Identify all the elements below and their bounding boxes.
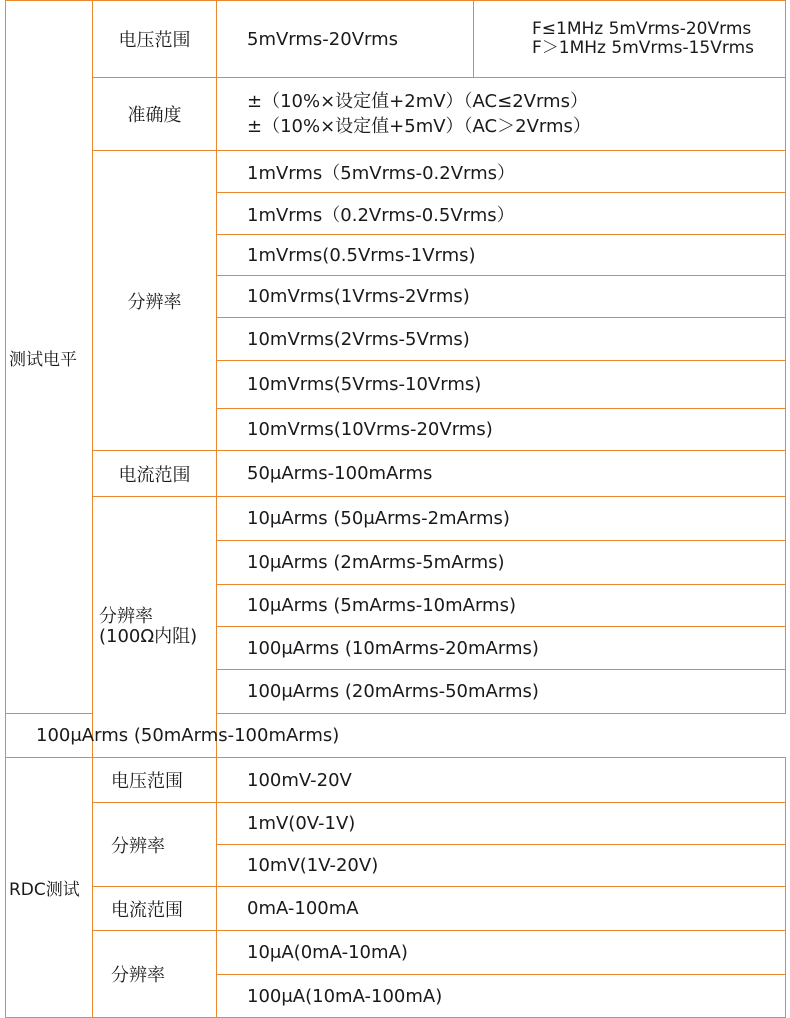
table-row: [6, 151, 786, 193]
voltage-range-detail-line: F≤1MHz 5mVrms-20Vrms: [532, 19, 752, 39]
value-resolution: 10mVrms(5Vrms-10Vrms): [217, 361, 786, 409]
value-current-resolution: 100μArms (20mArms-50mArms): [217, 670, 786, 714]
value-voltage-range-cell: [217, 1, 786, 78]
spec-table: [5, 0, 786, 1018]
value-current-resolution: 10μArms (2mArms-5mArms): [217, 541, 786, 585]
current-resolution-label: 分辨率: [99, 606, 153, 627]
param-rdc-voltage-range: 电压范围: [93, 758, 217, 803]
table-row: [6, 78, 786, 151]
accuracy-line: ±（10%×设定值+5mV）（AC＞2Vrms）: [247, 116, 591, 137]
table-row: [6, 497, 786, 541]
param-current-range: 电流范围: [93, 451, 217, 497]
value-voltage-range: 5mVrms-20Vrms: [217, 1, 474, 77]
section-label-rdc-test: RDC测试: [6, 758, 93, 1018]
param-rdc-current-range: 电流范围: [93, 887, 217, 931]
value-current-resolution: 100μArms (50mArms-100mArms): [6, 714, 93, 758]
value-rdc-voltage-resolution: 1mV(0V-1V): [217, 803, 786, 845]
param-voltage-range: 电压范围: [93, 1, 217, 78]
table-row: [6, 931, 786, 975]
table-row: [6, 1, 786, 78]
value-resolution: 1mVrms（0.2Vrms-0.5Vrms）: [217, 193, 786, 235]
value-rdc-current-range: 0mA-100mA: [217, 887, 786, 931]
value-rdc-voltage-range: 100mV-20V: [217, 758, 786, 803]
value-current-range: 50μArms-100mArms: [217, 451, 786, 497]
value-current-resolution: 10μArms (5mArms-10mArms): [217, 585, 786, 627]
param-current-resolution: [93, 497, 217, 758]
table-row: [6, 451, 786, 497]
section-label-test-level: 测试电平: [6, 1, 93, 714]
table-row: [6, 887, 786, 931]
value-accuracy: [217, 78, 786, 151]
param-accuracy: 准确度: [93, 78, 217, 151]
accuracy-line: ±（10%×设定值+2mV）（AC≤2Vrms）: [247, 91, 588, 112]
param-rdc-current-resolution: 分辨率: [93, 931, 217, 1018]
current-resolution-sublabel: (100Ω内阻): [99, 626, 198, 647]
table-row: [6, 758, 786, 803]
voltage-range-detail-line: F＞1MHz 5mVrms-15Vrms: [532, 38, 754, 58]
value-rdc-voltage-resolution: 10mV(1V-20V): [217, 845, 786, 887]
value-voltage-range-detail: [474, 20, 785, 58]
value-resolution: 1mVrms(0.5Vrms-1Vrms): [217, 235, 786, 276]
value-current-resolution: 100μArms (10mArms-20mArms): [217, 627, 786, 670]
value-rdc-current-resolution: 100μA(10mA-100mA): [217, 975, 786, 1018]
value-current-resolution: 10μArms (50μArms-2mArms): [217, 497, 786, 541]
value-rdc-current-resolution: 10μA(0mA-10mA): [217, 931, 786, 975]
param-voltage-resolution: 分辨率: [93, 151, 217, 451]
value-resolution: 10mVrms(2Vrms-5Vrms): [217, 318, 786, 361]
value-resolution: 10mVrms(1Vrms-2Vrms): [217, 276, 786, 318]
table-row: [6, 803, 786, 845]
value-resolution: 1mVrms（5mVrms-0.2Vrms）: [217, 151, 786, 193]
param-rdc-voltage-resolution: 分辨率: [93, 803, 217, 887]
value-resolution: 10mVrms(10Vrms-20Vrms): [217, 409, 786, 451]
